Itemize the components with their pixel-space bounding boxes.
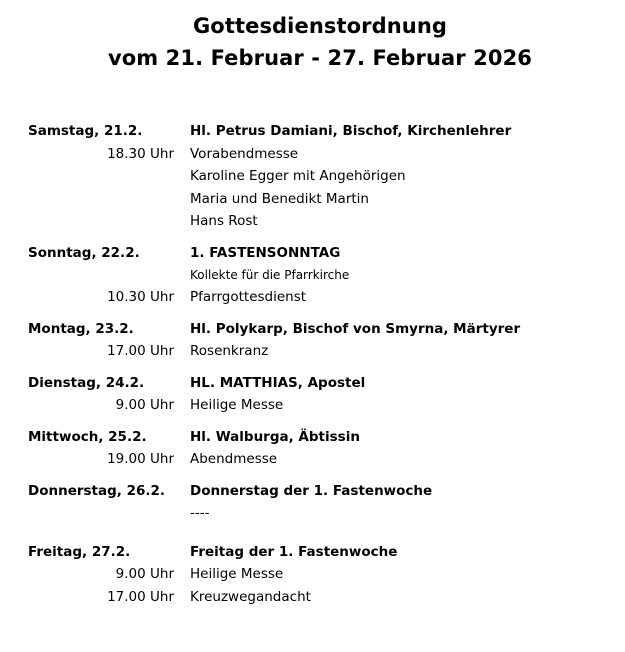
- service-name: Kreuzwegandacht: [190, 588, 311, 605]
- service-time: 19.00 Uhr: [107, 451, 174, 467]
- service-time: 9.00 Uhr: [115, 566, 174, 582]
- title-line-2: vom 21. Februar - 27. Februar 2026: [107, 46, 533, 70]
- service-name: Heilige Messe: [190, 397, 284, 413]
- service-time: 10.30 Uhr: [107, 289, 174, 305]
- day-heading: Freitag der 1. Fastenwoche: [190, 543, 398, 560]
- day-label: Donnerstag, 26.2.: [28, 482, 166, 499]
- no-service-dash: ----: [190, 505, 210, 521]
- day-label: Samstag, 21.2.: [28, 123, 143, 139]
- intention-line: Karoline Egger mit Angehörigen: [190, 168, 406, 184]
- service-time: 18.30 Uhr: [107, 145, 174, 162]
- service-time: 17.00 Uhr: [107, 588, 174, 605]
- service-time: 9.00 Uhr: [115, 397, 174, 413]
- day-entry-sunday: [28, 242, 618, 309]
- intention-line: Maria und Benedikt Martin: [190, 190, 369, 207]
- day-heading: Donnerstag der 1. Fastenwoche: [190, 482, 433, 499]
- day-label: Dienstag, 24.2.: [28, 374, 145, 391]
- service-name: Rosenkranz: [190, 343, 269, 359]
- day-entry-friday: [28, 541, 618, 609]
- day-entry-monday: [28, 318, 618, 363]
- schedule: [28, 120, 618, 617]
- day-label: Mittwoch, 25.2.: [28, 428, 147, 445]
- day-entry-tuesday: [28, 372, 618, 417]
- day-heading: Hl. Polykarp, Bischof von Smyrna, Märtyrer: [190, 320, 521, 337]
- day-label: Sonntag, 22.2.: [28, 244, 140, 261]
- day-label: Montag, 23.2.: [28, 320, 134, 337]
- service-name: Heilige Messe: [190, 566, 284, 582]
- day-entry-wednesday: [28, 426, 618, 471]
- collection-note: Kollekte für die Pfarrkirche: [190, 268, 350, 282]
- day-label: Freitag, 27.2.: [28, 543, 131, 560]
- service-time: 17.00 Uhr: [107, 343, 174, 359]
- day-heading: HL. MATTHIAS, Apostel: [190, 374, 366, 391]
- service-name: Pfarrgottesdienst: [190, 289, 307, 305]
- title-line-1: Gottesdienstordnung: [192, 14, 448, 38]
- service-name: Vorabendmesse: [190, 145, 299, 162]
- day-heading: 1. FASTENSONNTAG: [190, 244, 341, 261]
- document-title: [0, 10, 625, 74]
- day-heading: Hl. Petrus Damiani, Bischof, Kirchenlehrer: [190, 123, 512, 139]
- day-entry-saturday: [28, 120, 618, 233]
- day-entry-thursday: [28, 480, 618, 525]
- intention-line: Hans Rost: [190, 213, 258, 229]
- service-name: Abendmesse: [190, 451, 278, 467]
- day-heading: Hl. Walburga, Äbtissin: [190, 428, 360, 445]
